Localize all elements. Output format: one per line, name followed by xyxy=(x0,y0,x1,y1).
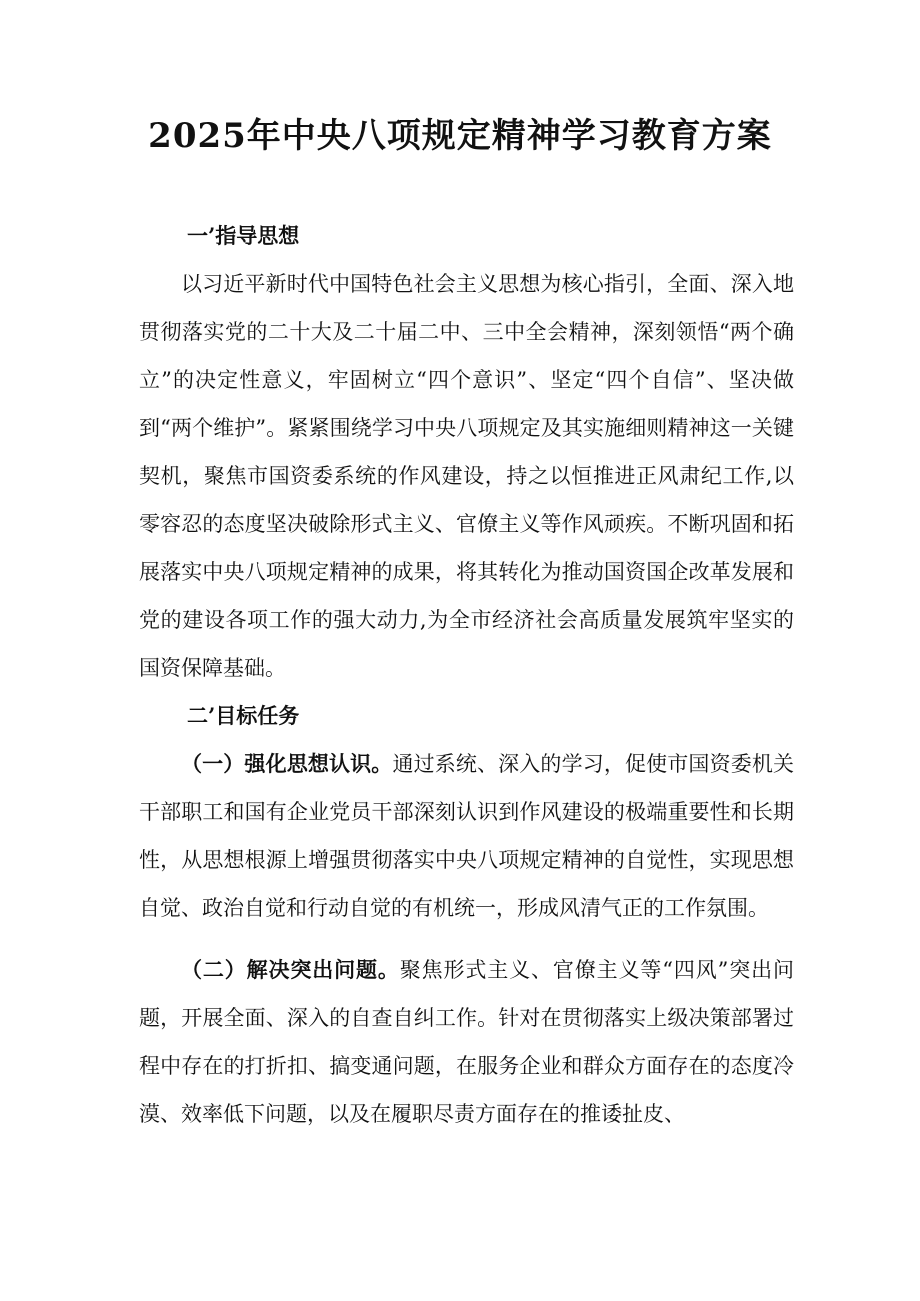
paragraph-spacer xyxy=(139,932,794,946)
document-title: 2025年中央八项规定精神学习教育方案 xyxy=(148,116,772,156)
section-heading: 一’指导思想 xyxy=(187,223,300,248)
paragraph xyxy=(139,946,794,1138)
paragraph xyxy=(139,260,794,692)
section-guiding-thought xyxy=(139,212,794,692)
section-goals-tasks xyxy=(139,692,794,1138)
document-body xyxy=(139,212,794,1138)
paragraph-lead: （二）解决突出问题。 xyxy=(181,957,400,982)
paragraph-text: 通过系统、深入的学习，促使市国资委机关干部职工和国有企业党员干部深刻认识到作风建设的极端重要性和长期性，从思想根源上增强贯彻落实中央八项规定精神的自觉性，实现思想自觉、政治自觉和行动自觉的有机统一，形成风清气正的工作氛围。 xyxy=(139,752,795,920)
paragraph-lead: （一）强化思想认识。 xyxy=(181,751,393,776)
section-heading: 二’目标任务 xyxy=(187,703,300,728)
paragraph xyxy=(139,740,794,932)
paragraph-text: 以习近平新时代中国特色社会主义思想为核心指引，全面、深入地贯彻落实党的二十大及二十届二中、三中全会精神，深刻领悟“两个确立”的决定性意义，牢固树立“四个意识”、坚定“四个自信”、坚决做到“两个维护”。紧紧围绕学习中央八项规定及其实施细则精神这一关键契机，聚焦市国资委系统的作风建设，持之以恒推进正风肃纪工作,以零容忍的态度坚决破除形式主义、官僚主义等作风顽疾。不断巩固和拓展落实中央八项规定精神的成果，将其转化为推动国资国企改革发展和党的建设各项工作的强大动力,为全市经济社会高质量发展筑牢坚实的国资保障基础。 xyxy=(139,272,794,680)
paragraph-text: 聚焦形式主义、官僚主义等“四风”突出问题，开展全面、深入的自查自纠工作。针对在贯彻落实上级决策部署过程中存在的打折扣、搞变通问题，在服务企业和群众方面存在的态度冷漠、效率低下问题，以及在履职尽责方面存在的推诿扯皮、 xyxy=(139,958,794,1126)
